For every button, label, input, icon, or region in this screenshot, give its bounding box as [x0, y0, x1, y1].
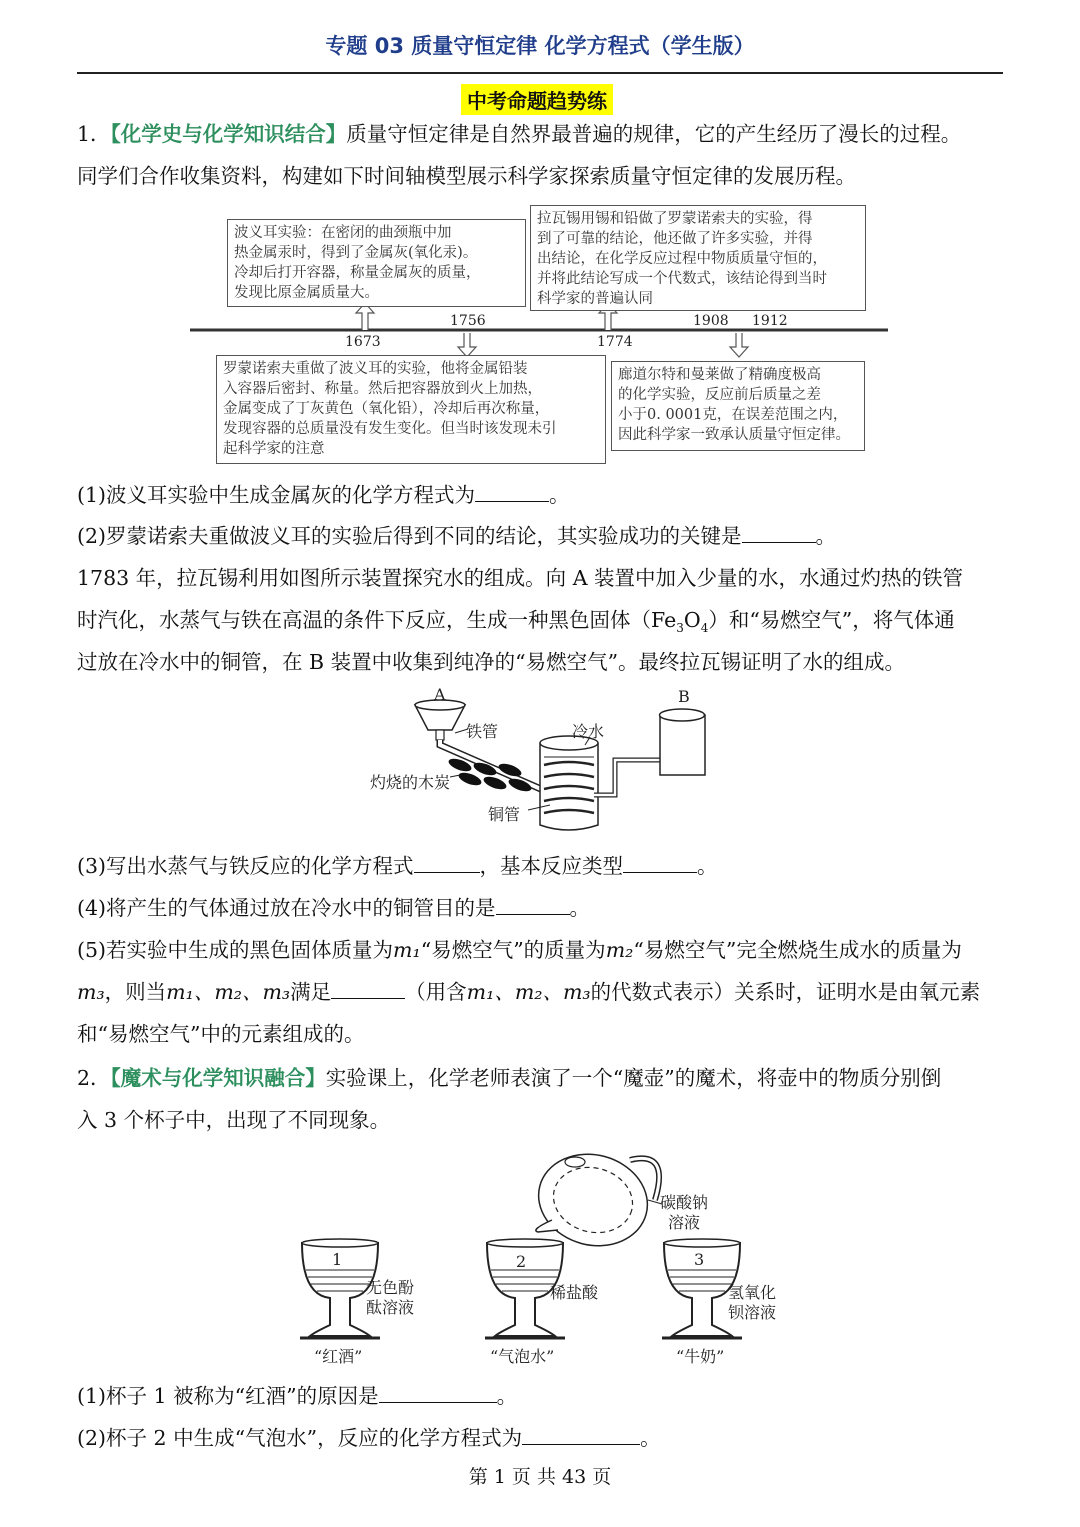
year-1912: 1912 — [752, 313, 788, 329]
year-1756: 1756 — [450, 313, 486, 329]
q1-sub5-line2-c: （用含 — [405, 980, 467, 1004]
year-1908: 1908 — [693, 313, 729, 329]
q1-sub2-text: (2)罗蒙诺索夫重做波义耳的实验后得到不同的结论，其实验成功的关键是 — [77, 524, 742, 548]
q1-sub1-end: 。 — [549, 483, 570, 507]
apparatus-label-a: A — [434, 685, 446, 704]
header-rule — [77, 72, 1003, 74]
var-m1: m₁ — [393, 938, 421, 962]
timeline-box-landolt: 廊道尔特和曼莱做了精确度极高 的化学实验，反应前后质量之差 小于0. 0001克，在误差范围之内， 因此科学家一致承认质量守恒定律。 — [611, 361, 865, 451]
teapot-label-2: 溶液 — [668, 1213, 701, 1232]
cup-3-number: 3 — [694, 1250, 705, 1269]
q2-sub1-text: (1)杯子 1 被称为“红酒”的原因是 — [77, 1384, 379, 1408]
apparatus-label-copper-tube: 铜管 — [488, 805, 521, 824]
q1-sub2 — [77, 519, 836, 549]
cup-2-number: 2 — [516, 1252, 527, 1271]
q2-sub2-text: (2)杯子 2 中生成“气泡水”，反应的化学方程式为 — [77, 1426, 523, 1450]
q2-sub1 — [77, 1379, 517, 1409]
q1-para2-line2-a: 时汽化，水蒸气与铁在高温的条件下反应，生成一种黑色固体（Fe — [77, 608, 677, 632]
q1-sub5-line2 — [77, 975, 980, 1005]
q1-sub1 — [77, 478, 570, 508]
apparatus-label-cold-water: 冷水 — [572, 722, 605, 741]
q2-intro-text: 实验课上，化学老师表演了一个“魔壶”的魔术，将壶中的物质分别倒 — [325, 1066, 942, 1090]
timeline-box-boyle: 波义耳实验：在密闭的曲颈瓶中加 热金属汞时，得到了金属灰(氧化汞)。 冷却后打开容器，称量金属灰的质量， 发现比原金属质量大。 — [227, 219, 526, 307]
timeline-arrow-1908 — [730, 333, 748, 357]
q1-sub1-text: (1)波义耳实验中生成金属灰的化学方程式为 — [77, 483, 476, 507]
var-m3: m₃ — [77, 980, 105, 1004]
q1-sub3-end: 。 — [697, 854, 718, 878]
q1-para2-line2 — [77, 603, 955, 635]
q1-para2-line2-b: ）和“易燃空气”，将气体通 — [708, 608, 955, 632]
timeline-box-lavoisier: 拉瓦锡用锡和铅做了罗蒙诺索夫的实验，得 到了可靠的结论，他还做了许多实验，并得 出结论，在化学反应过程中物质质量守恒的， 并将此结论写成一个代数式，该结论得到当时 科学家的普遍认同 — [530, 205, 866, 311]
q1-sub3-blank-type[interactable] — [623, 850, 697, 873]
q1-sub4-text: (4)将产生的气体通过放在冷水中的铜管目的是 — [77, 896, 496, 920]
fe3o4-o: O — [683, 608, 701, 632]
timeline-arrow-1673 — [356, 303, 374, 330]
q2-sub1-end: 。 — [496, 1384, 518, 1408]
q1-sub4-end: 。 — [569, 896, 591, 920]
q2-number: 2． — [77, 1066, 111, 1090]
q1-sub5-line1-a: (5)若实验中生成的黑色固体质量为 — [77, 938, 394, 962]
cup-1-solution-2: 酞溶液 — [366, 1298, 415, 1317]
cup-1-solution-1: 无色酚 — [366, 1278, 415, 1297]
q1-sub5-line2-d: 的代数式表示）关系时，证明水是由氧元素 — [590, 980, 981, 1004]
cup-3-solution-2: 钡溶液 — [728, 1303, 777, 1322]
q2-tag: 【魔术与化学知识融合】 — [110, 1066, 326, 1090]
fe3o4-sub4: 4 — [700, 621, 709, 636]
apparatus-label-b: B — [678, 687, 690, 706]
q1-sub3 — [77, 849, 718, 879]
apparatus-figure — [360, 685, 720, 835]
cup-1-name: “红酒” — [314, 1347, 363, 1366]
q1-sub3-blank-equation[interactable] — [414, 850, 480, 873]
q1-sub5-line2-b: 满足 — [290, 980, 332, 1004]
apparatus-label-iron-tube: 铁管 — [466, 722, 499, 741]
q1-sub5-blank[interactable] — [331, 976, 405, 999]
q1-intro-text: 质量守恒定律是自然界最普遍的规律，它的产生经历了漫长的过程。 — [346, 122, 962, 146]
q1-para2-line3: 过放在冷水中的铜管，在 B 装置中收集到纯净的“易燃空气”。最终拉瓦锡证明了水的组成。 — [77, 650, 906, 674]
q1-sub1-blank[interactable] — [475, 479, 549, 502]
q1-sub4-blank[interactable] — [496, 892, 570, 915]
q1-sub2-end: 。 — [815, 524, 837, 548]
apparatus-svg — [360, 685, 720, 835]
q2-intro-line2: 入 3 个杯子中，出现了不同现象。 — [77, 1108, 391, 1132]
apparatus-label-charcoal: 灼烧的木炭 — [370, 773, 451, 792]
q1-sub2-blank[interactable] — [742, 520, 816, 543]
year-1673: 1673 — [345, 334, 381, 350]
q1-tag: 【化学史与化学知识结合】 — [110, 122, 347, 146]
magic-pot-figure — [290, 1140, 810, 1370]
q1-sub5-line3: 和“易燃空气”中的元素组成的。 — [77, 1022, 365, 1046]
vars-list-2: m₁、m₂、m₃ — [466, 980, 591, 1004]
q2-sub2 — [77, 1421, 661, 1451]
q2-sub1-blank[interactable] — [379, 1380, 497, 1403]
q1-sub3-text-b: ，基本反应类型 — [479, 854, 624, 878]
year-1774: 1774 — [597, 334, 633, 350]
fe3o4-sub3: 3 — [676, 621, 684, 636]
container-b-shape — [660, 715, 705, 775]
q2-sub2-blank[interactable] — [522, 1422, 640, 1445]
cup-3-solution-1: 氢氧化 — [728, 1283, 777, 1302]
vars-list-1: m₁、m₂、m₃ — [166, 980, 291, 1004]
timeline-arrow-1756 — [458, 333, 476, 357]
cup-2-solution-1: 稀盐酸 — [550, 1283, 599, 1302]
q1-sub4 — [77, 891, 590, 921]
q1-para2-line1: 1783 年，拉瓦锡利用如图所示装置探究水的组成。向 A 装置中加入少量的水，水通过灼热的铁管 — [77, 566, 964, 590]
q1-sub5-line2-a: ，则当 — [104, 980, 167, 1004]
page-header-title: 专题 03 质量守恒定律 化学方程式（学生版） — [325, 34, 755, 58]
var-m2: m₂ — [605, 938, 634, 962]
q1-sub5-line1-b: “易燃空气”的质量为 — [420, 938, 606, 962]
timeline-figure — [190, 205, 890, 465]
q2-sub2-end: 。 — [640, 1426, 661, 1450]
q2-intro-line1 — [77, 1061, 941, 1091]
teapot-label-1: 碳酸钠 — [660, 1193, 709, 1212]
q1-sub5-line1-c: “易燃空气”完全燃烧生成水的质量为 — [633, 938, 962, 962]
cup-2-name: “气泡水” — [490, 1347, 555, 1366]
q1-sub5-line1 — [77, 933, 962, 963]
q1-sub3-text-a: (3)写出水蒸气与铁反应的化学方程式 — [77, 854, 414, 878]
q1-intro-line1 — [77, 117, 961, 147]
section-title: 中考命题趋势练 — [461, 84, 613, 115]
cup-3-name: “牛奶” — [676, 1347, 725, 1366]
page-footer: 第 1 页 共 43 页 — [468, 1466, 612, 1488]
magic-pot-svg — [290, 1140, 810, 1370]
q1-intro-line2: 同学们合作收集资料，构建如下时间轴模型展示科学家探索质量守恒定律的发展历程。 — [77, 164, 856, 188]
cup-1-number: 1 — [332, 1250, 343, 1269]
timeline-box-lomonosov: 罗蒙诺索夫重做了波义耳的实验，他将金属铅装 入容器后密封、称量。然后把容器放到火上加热， 金属变成了丁灰黄色（氧化铅），冷却后再次称量， 发现容器的总质量没有发生变化。但当时该发现未引 起科学家的注意 — [216, 355, 606, 464]
q1-number: 1． — [77, 122, 111, 146]
